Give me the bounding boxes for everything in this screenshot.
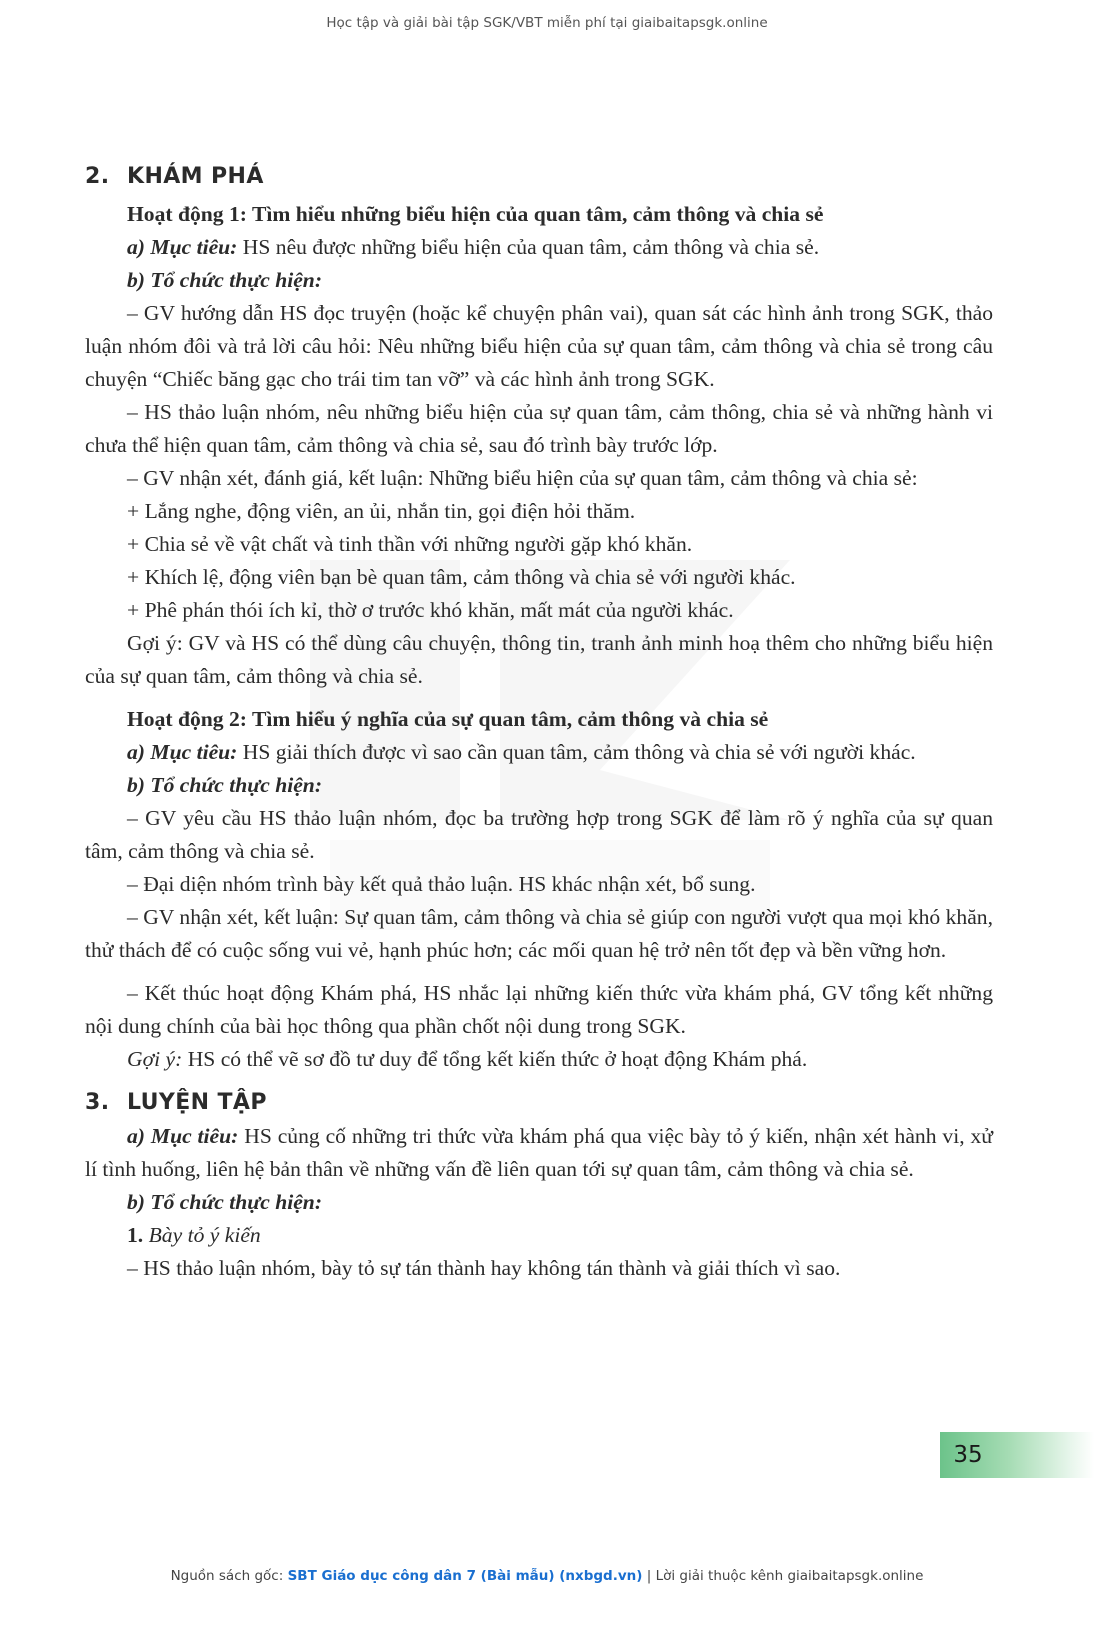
- activity-2-heading: Hoạt động 2: Tìm hiểu ý nghĩa của sự quan tâm, cảm thông và chia sẻ: [127, 707, 769, 731]
- footer-prefix: Nguồn sách gốc:: [170, 1568, 288, 1584]
- section-3-body: [85, 1120, 993, 1285]
- item-label: Bày tỏ ý kiến: [143, 1223, 261, 1247]
- goal-label: a) Mục tiêu:: [127, 235, 238, 259]
- goal-text: HS củng cố những tri thức vừa khám phá qua việc bày tỏ ý kiến, nhận xét hành vi, xử lí tình huống, liên hệ bản thân về những vấn đề liên quan tới sự quan tâm, cảm thông và chia sẻ.: [85, 1124, 993, 1181]
- kham-pha-closing: [85, 977, 993, 1076]
- section-3-org-label: [85, 1186, 993, 1219]
- activity-2-paragraph-3: – GV nhận xét, kết luận: Sự quan tâm, cảm thông và chia sẻ giúp con người vượt qua mọi khó khăn, thử thách để có cuộc sống vui vẻ, hạnh phúc hơn; các mối quan hệ trở nên tốt đẹp và bền vững hơn.: [85, 905, 993, 962]
- section-title-text: KHÁM PHÁ: [127, 164, 264, 189]
- page-content: [85, 160, 993, 1285]
- goal-label: a) Mục tiêu:: [127, 740, 238, 764]
- section-number: 3.: [85, 1090, 110, 1115]
- closing-paragraph: – Kết thúc hoạt động Khám phá, HS nhắc lại những kiến thức vừa khám phá, GV tổng kết những nội dung chính của bài học thông qua phần chốt nội dung trong SGK.: [85, 981, 993, 1038]
- activity-2-org-label: [85, 769, 993, 802]
- top-banner: Học tập và giải bài tập SGK/VBT miễn phí tại giaibaitapsgk.online: [326, 15, 768, 31]
- goal-text: HS giải thích được vì sao cần quan tâm, cảm thông và chia sẻ với người khác.: [237, 740, 916, 764]
- activity-1: [85, 198, 993, 693]
- goal-text: HS nêu được những biểu hiện của quan tâm, cảm thông và chia sẻ.: [237, 235, 820, 259]
- section-title-kham-pha: [85, 160, 993, 194]
- item-number: 1.: [127, 1223, 144, 1247]
- closing-hint: [85, 1043, 993, 1076]
- bullet-item: + Lắng nghe, động viên, an ủi, nhắn tin, gọi điện hỏi thăm.: [127, 499, 636, 523]
- activity-1-hint: Gợi ý: GV và HS có thể dùng câu chuyện, thông tin, tranh ảnh minh hoạ thêm cho những biểu hiện của sự quan tâm, cảm thông và chia sẻ.: [85, 631, 993, 688]
- org-label: b) Tổ chức thực hiện:: [127, 1190, 323, 1214]
- footer-suffix: | Lời giải thuộc kênh giaibaitapsgk.online: [642, 1568, 924, 1584]
- activity-1-heading: Hoạt động 1: Tìm hiểu những biểu hiện của quan tâm, cảm thông và chia sẻ: [127, 202, 824, 226]
- activity-2-paragraph-1: – GV yêu cầu HS thảo luận nhóm, đọc ba trường hợp trong SGK để làm rõ ý nghĩa của sự quan tâm, cảm thông và chia sẻ.: [85, 806, 993, 863]
- section-title-text: LUYỆN TẬP: [127, 1090, 267, 1115]
- org-label: b) Tổ chức thực hiện:: [127, 268, 323, 292]
- footer: [0, 1568, 1094, 1584]
- section-3-goal: [85, 1120, 993, 1186]
- activity-1-paragraph-2: – HS thảo luận nhóm, nêu những biểu hiện của sự quan tâm, cảm thông, chia sẻ và những hành vi chưa thể hiện quan tâm, cảm thông và chia sẻ, sau đó trình bày trước lớp.: [85, 400, 993, 457]
- bullet-item: + Khích lệ, động viên bạn bè quan tâm, cảm thông và chia sẻ với người khác.: [127, 565, 796, 589]
- goal-label: a) Mục tiêu:: [127, 1124, 239, 1148]
- activity-1-paragraph-1: – GV hướng dẫn HS đọc truyện (hoặc kể chuyện phân vai), quan sát các hình ảnh trong SGK, thảo luận nhóm đôi và trả lời câu hỏi: Nêu những biểu hiện của sự quan tâm, cảm thông và chia sẻ trong câu chuyện “Chiếc băng gạc cho trái tim tan vỡ” và các hình ảnh trong SGK.: [85, 301, 993, 391]
- bullet-item: + Phê phán thói ích kỉ, thờ ơ trước khó khăn, mất mát của người khác.: [127, 598, 734, 622]
- activity-2: [85, 703, 993, 967]
- activity-2-paragraph-2: – Đại diện nhóm trình bày kết quả thảo luận. HS khác nhận xét, bổ sung.: [127, 872, 756, 896]
- activity-1-paragraph-3: – GV nhận xét, đánh giá, kết luận: Những biểu hiện của sự quan tâm, cảm thông và chia sẻ:: [127, 466, 918, 490]
- section-3-item-1-text: – HS thảo luận nhóm, bày tỏ sự tán thành hay không tán thành và giải thích vì sao.: [127, 1256, 841, 1280]
- section-number: 2.: [85, 164, 110, 189]
- hint-text: HS có thể vẽ sơ đồ tư duy để tổng kết kiến thức ở hoạt động Khám phá.: [182, 1047, 808, 1071]
- org-label: b) Tổ chức thực hiện:: [127, 773, 323, 797]
- activity-1-goal: [85, 231, 993, 264]
- section-3-item-1-title: [85, 1219, 993, 1252]
- section-title-luyen-tap: [85, 1086, 993, 1120]
- page-number: 35: [953, 1442, 983, 1468]
- hint-label: Gợi ý:: [127, 1047, 183, 1071]
- activity-2-goal: [85, 736, 993, 769]
- bullet-item: + Chia sẻ về vật chất và tinh thần với những người gặp khó khăn.: [127, 532, 693, 556]
- activity-1-org-label: [85, 264, 993, 297]
- footer-source-link[interactable]: SBT Giáo dục công dân 7 (Bài mẫu) (nxbgd.vn): [287, 1568, 643, 1584]
